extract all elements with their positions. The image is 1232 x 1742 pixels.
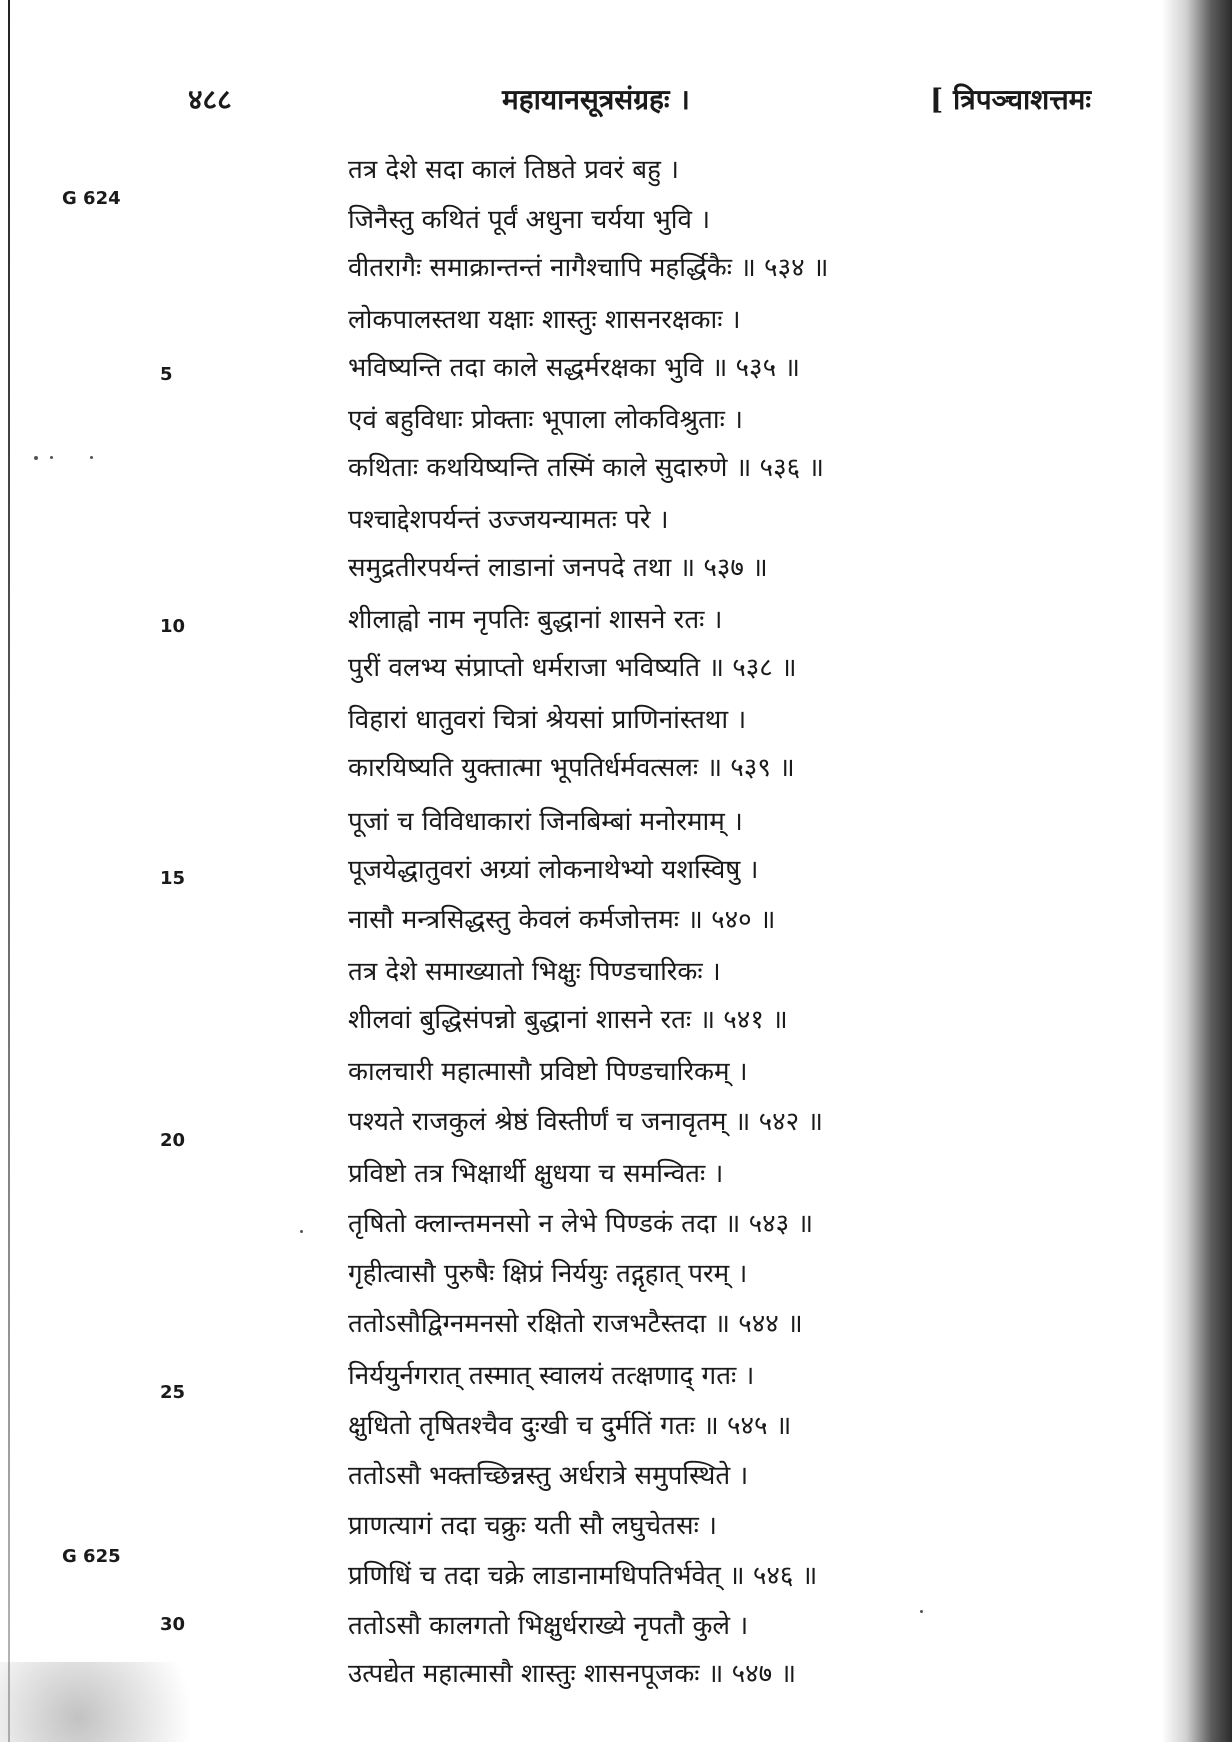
verse-line: क्षुधितो तृषितश्चैव दुःखी च दुर्मतिं गतः ॥ ५४५ ॥ [348,1411,792,1441]
verse-line: शीलवां बुद्धिसंपन्नो बुद्धानां शासने रतः ॥ ५४१ ॥ [348,1005,788,1035]
verse-line: ततोऽसौ भक्तच्छिन्नस्तु अर्धरात्रे समुपस्थिते । [348,1461,749,1491]
verse-line: पश्चाद्देशपर्यन्तं उज्जयन्यामतः परे । [348,505,669,535]
verse-line: शीलाह्वो नाम नृपतिः बुद्धानां शासने रतः । [348,605,723,635]
verse-line: पूजयेद्धातुवरां अग्र्यां लोकनाथेभ्यो यशस्विषु । [348,855,759,885]
verse-line: समुद्रतीरपर्यन्तं लाडानां जनपदे तथा ॥ ५३७ ॥ [348,553,768,583]
verse-line: तत्र देशे सदा कालं तिष्ठते प्रवरं बहु । [348,155,680,185]
verse-line: कथिताः कथयिष्यन्ति तस्मिं काले सुदारुणे ॥ ५३६ ॥ [348,453,824,483]
verse-line: वीतरागैः समाक्रान्तन्तं नागैश्चापि महर्द्धिकैः ॥ ५३४ ॥ [348,253,829,283]
verse-line: तृषितो क्लान्तमनसो न लेभे पिण्डकं तदा ॥ ५४३ ॥ [348,1209,814,1239]
line-number: 15 [160,868,186,889]
verse-line: ततोऽसौद्विग्नमनसो रक्षितो राजभटैस्तदा ॥ ५४४ ॥ [348,1309,803,1339]
verse-line: कारयिष्यति युक्तात्मा भूपतिर्धर्मवत्सलः ॥ ५३९ ॥ [348,753,795,783]
g-reference: G 625 [62,1546,121,1567]
verse-line: पुरीं वलभ्य संप्राप्तो धर्मराजा भविष्यति ॥ ५३८ ॥ [348,653,797,683]
verse-line: जिनैस्तु कथितं पूर्वं अधुना चर्यया भुवि । [348,205,711,235]
page-number: ४८८ [188,83,232,116]
verse-line: पूजां च विविधाकारां जिनबिम्बां मनोरमाम् । [348,807,743,837]
line-number: 25 [160,1382,186,1403]
verse-line: निर्ययुर्नगरात् तस्मात् स्वालयं तत्क्षणाद् गतः । [348,1361,755,1391]
line-number: 10 [160,616,186,637]
scan-speck [50,456,53,459]
verse-line: भविष्यन्ति तदा काले सद्धर्मरक्षका भुवि ॥ ५३५ ॥ [348,353,800,383]
verse-line: तत्र देशे समाख्यातो भिक्षुः पिण्डचारिकः । [348,957,721,987]
verse-line: एवं बहुविधाः प्रोक्ताः भूपाला लोकविश्रुताः । [348,405,743,435]
g-reference: G 624 [62,188,121,209]
line-number: 5 [160,364,173,385]
verse-line: प्रणिधिं च तदा चक्रे लाडानामधिपतिर्भवेत् ॥ ५४६ ॥ [348,1561,818,1591]
verse-line: प्रविष्टो तत्र भिक्षार्थी क्षुधया च समन्वितः । [348,1159,724,1189]
line-number: 20 [160,1130,186,1151]
verse-line: गृहीत्वासौ पुरुषैः क्षिप्रं निर्ययुः तद्गृहात् परम् । [348,1259,748,1289]
verse-line: विहारां धातुवरां चित्रां श्रेयसां प्राणिनांस्तथा । [348,705,747,735]
verse-line: कालचारी महात्मासौ प्रविष्टो पिण्डचारिकम् । [348,1057,748,1087]
running-title: महायानसूत्रसंग्रहः । [502,83,690,116]
scan-noise [0,1662,260,1742]
section-title: [ त्रिपञ्चाशत्तमः [930,83,1092,116]
verse-line: नासौ मन्त्रसिद्धस्तु केवलं कर्मजोत्तमः ॥ ५४० ॥ [348,905,776,935]
verse-line: उत्पद्येत महात्मासौ शास्तुः शासनपूजकः ॥ ५४७ ॥ [348,1659,797,1689]
verse-line: ततोऽसौ कालगतो भिक्षुर्धराख्ये नृपतौ कुले । [348,1611,749,1641]
page-edge-rule [8,0,10,1742]
verse-line: प्राणत्यागं तदा चक्रुः यती सौ लघुचेतसः । [348,1511,717,1541]
running-header [0,80,1232,130]
line-number: 30 [160,1614,186,1635]
scan-speck [920,1610,923,1613]
binding-shadow [1162,0,1232,1742]
scan-speck [300,1230,303,1233]
verse-line: लोकपालस्तथा यक्षाः शास्तुः शासनरक्षकाः । [348,305,741,335]
scan-speck [34,456,38,460]
scan-speck [90,456,93,459]
verse-line: पश्यते राजकुलं श्रेष्ठं विस्तीर्णं च जनावृतम् ॥ ५४२ ॥ [348,1107,823,1137]
